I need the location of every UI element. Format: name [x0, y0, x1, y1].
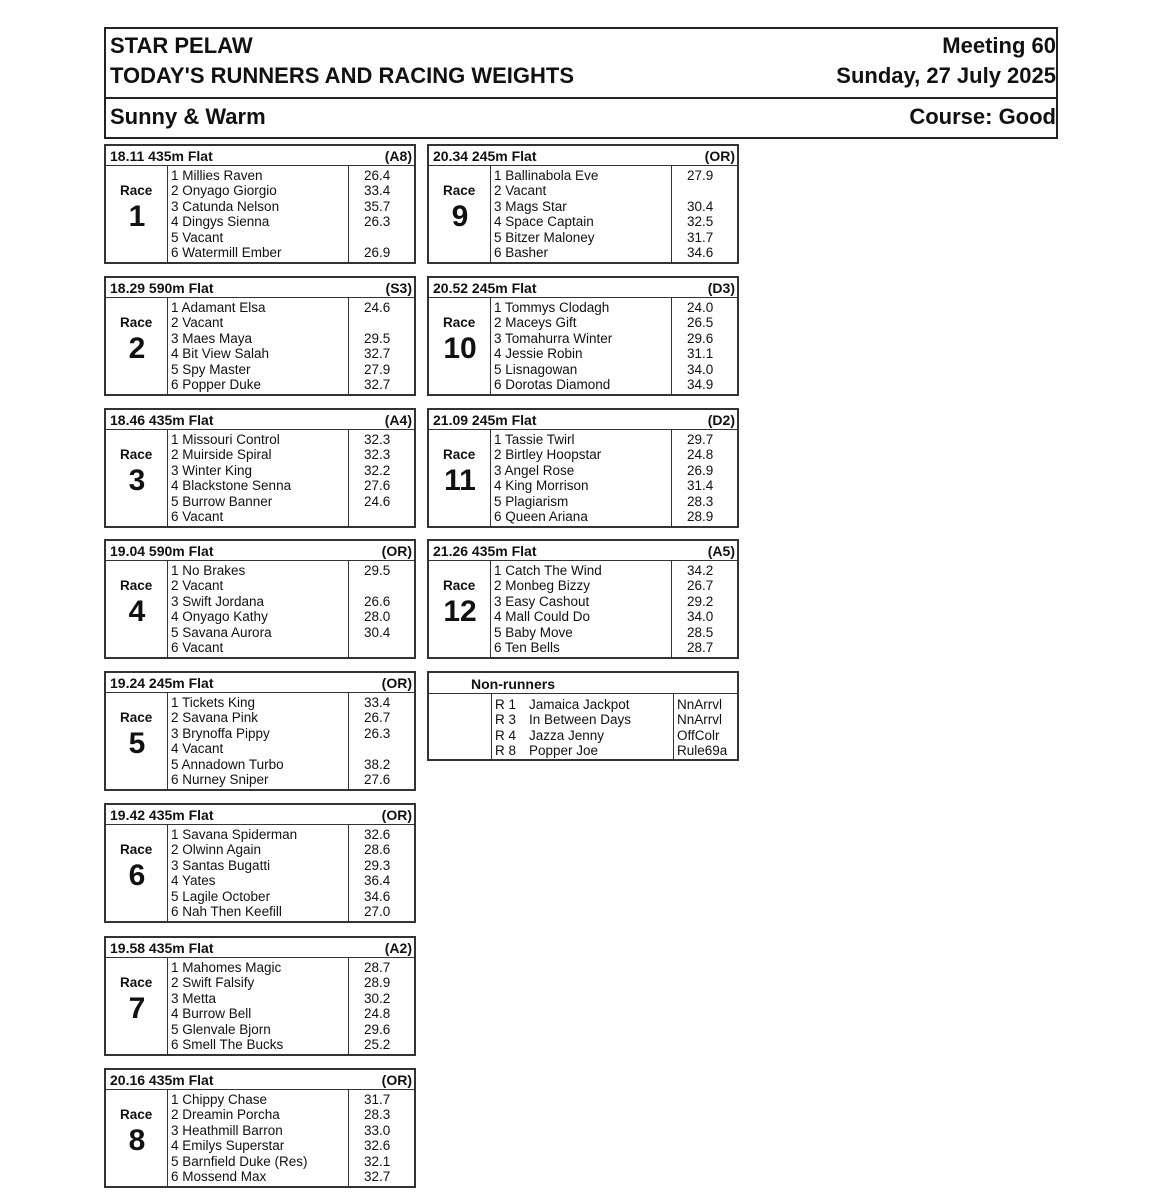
race-grade: (A4) [384, 412, 412, 428]
runner-name: 5 Barnfield Duke (Res) [171, 1153, 308, 1169]
document-subtitle: TODAY'S RUNNERS AND RACING WEIGHTS [110, 63, 575, 88]
race-title: 19.42 435m Flat [110, 807, 214, 823]
runner-weight: 25.2 [364, 1037, 391, 1052]
runner-weight: 27.9 [687, 168, 714, 183]
runner-name: 1 Tickets King [171, 695, 256, 710]
race-grade: (A5) [707, 543, 735, 559]
runner-name: 4 Blackstone Senna [171, 478, 292, 494]
runner-name: 2 Dreamin Porcha [171, 1107, 280, 1123]
runner-weight: 32.7 [364, 1169, 391, 1184]
race-label: Race [443, 183, 476, 198]
runner-weight: 28.5 [687, 624, 714, 640]
runner-name: 4 Emilys Superstar [171, 1138, 285, 1154]
runner-name: 6 Mossend Max [171, 1169, 267, 1184]
runner-weight: 26.3 [364, 725, 391, 741]
race-number: 9 [451, 200, 469, 233]
venue-title: STAR PELAW [110, 33, 253, 58]
runner-weight: 27.6 [364, 772, 391, 787]
runner-weight: 33.4 [364, 695, 391, 710]
race-grade: (S3) [385, 280, 412, 296]
runner-weight: 38.2 [364, 756, 391, 772]
runner-weight: 26.4 [364, 168, 391, 183]
runner-name: 4 Mall Could Do [494, 609, 591, 625]
runner-name: 1 Catch The Wind [494, 563, 602, 578]
runner-name: 2 Maceys Gift [494, 315, 577, 331]
race-title: 18.46 435m Flat [110, 412, 214, 428]
runner-weight: 29.6 [687, 330, 714, 346]
race-card [104, 539, 416, 659]
runner-name: 3 Tomahurra Winter [494, 330, 613, 346]
runner-weight: 29.6 [364, 1021, 391, 1037]
runner-name: 2 Swift Falsify [171, 975, 255, 991]
runner-name: 6 Queen Ariana [494, 509, 588, 524]
runner-weight: 34.6 [364, 888, 391, 904]
race-number: 2 [128, 332, 146, 365]
runner-name: 5 Plagiarism [494, 493, 569, 509]
non-runners-title: Non-runners [471, 676, 555, 692]
runner-name: 4 Onyago Kathy [171, 609, 268, 625]
runner-weight: 29.7 [687, 432, 714, 447]
non-runner-status: NnArrvl [677, 712, 723, 728]
race-card [104, 803, 416, 923]
runner-weight: 34.9 [687, 377, 714, 392]
runner-weight: 29.2 [687, 593, 714, 609]
runner-weight: 32.3 [364, 447, 391, 463]
runner-name: 1 Missouri Control [171, 432, 280, 447]
weather: Sunny & Warm [110, 104, 266, 129]
runner-name: 6 Basher [494, 245, 549, 260]
race-title: 18.11 435m Flat [110, 148, 213, 164]
runner-name: 5 Baby Move [494, 624, 573, 640]
race-card [427, 144, 739, 264]
race-grade: (A2) [384, 940, 412, 956]
runner-weight: 26.5 [687, 315, 714, 331]
race-card [427, 276, 739, 396]
race-card [104, 1068, 416, 1188]
runner-name: 5 Vacant [171, 229, 224, 245]
race-title: 19.24 245m Flat [110, 675, 214, 691]
race-label: Race [120, 183, 153, 198]
race-title: 19.04 590m Flat [110, 543, 214, 559]
race-label: Race [120, 975, 153, 990]
runner-weight: 28.0 [364, 609, 391, 625]
race-card [104, 408, 416, 528]
runner-weight: 32.1 [364, 1153, 391, 1169]
course-going: Course: Good [909, 104, 1056, 129]
race-label: Race [120, 315, 153, 330]
runner-name: 4 Vacant [171, 741, 224, 757]
runner-name: 5 Bitzer Maloney [494, 229, 595, 245]
runner-name: 5 Savana Aurora [171, 624, 272, 640]
race-label: Race [120, 1107, 153, 1122]
non-runner-race: R 1 [495, 697, 517, 712]
runner-name: 3 Brynoffa Pippy [171, 725, 270, 741]
runner-weight: 28.6 [364, 842, 391, 858]
runner-weight: 34.0 [687, 361, 714, 377]
runner-name: 2 Vacant [494, 183, 547, 199]
race-card [427, 539, 739, 659]
runner-name: 3 Santas Bugatti [171, 857, 271, 873]
runner-weight: 28.3 [364, 1107, 391, 1123]
race-number: 12 [443, 595, 477, 628]
race-title: 19.58 435m Flat [110, 940, 214, 956]
runner-name: 4 King Morrison [494, 478, 589, 494]
race-grade: (OR) [381, 1072, 412, 1088]
runner-name: 4 Bit View Salah [171, 346, 270, 362]
non-runner-name: Jazza Jenny [529, 727, 605, 743]
non-runner-status: Rule69a [677, 743, 728, 759]
non-runner-name: Popper Joe [529, 743, 599, 759]
race-label: Race [443, 315, 476, 330]
runner-name: 1 Savana Spiderman [171, 827, 298, 842]
runner-name: 4 Jessie Robin [494, 346, 583, 362]
document-header [104, 27, 1058, 99]
runner-name: 3 Mags Star [494, 198, 567, 214]
runner-weight: 31.7 [687, 229, 714, 245]
runner-name: 5 Spy Master [171, 361, 251, 377]
race-label: Race [443, 578, 476, 593]
runner-name: 1 Mahomes Magic [171, 960, 282, 975]
runner-name: 5 Burrow Banner [171, 493, 273, 509]
runner-name: 1 Tommys Clodagh [494, 300, 610, 315]
runner-name: 1 Ballinabola Eve [494, 168, 599, 183]
runner-name: 2 Monbeg Bizzy [494, 578, 591, 594]
runner-weight: 29.5 [364, 563, 391, 578]
runner-name: 5 Glenvale Bjorn [171, 1021, 271, 1037]
non-runner-race: R 3 [495, 712, 517, 728]
runner-name: 2 Birtley Hoopstar [494, 447, 602, 463]
runner-name: 3 Catunda Nelson [171, 198, 280, 214]
runner-weight: 33.4 [364, 183, 391, 199]
race-title: 21.09 245m Flat [433, 412, 537, 428]
runner-name: 5 Lagile October [171, 888, 271, 904]
runner-weight: 32.7 [364, 377, 391, 392]
race-grade: (OR) [381, 807, 412, 823]
non-runner-name: In Between Days [529, 712, 632, 728]
runner-weight: 35.7 [364, 198, 391, 214]
race-number: 11 [444, 464, 476, 497]
runner-name: 6 Smell The Bucks [171, 1037, 284, 1052]
runner-weight: 32.7 [364, 346, 391, 362]
race-grade: (D3) [707, 280, 735, 296]
race-number: 6 [128, 859, 146, 892]
runner-weight: 30.2 [364, 990, 391, 1006]
race-title: 21.26 435m Flat [433, 543, 537, 559]
race-number: 1 [128, 200, 146, 233]
runner-weight: 27.0 [364, 904, 391, 919]
runner-weight: 32.2 [364, 462, 391, 478]
runner-name: 6 Ten Bells [494, 640, 560, 655]
runner-name: 6 Vacant [171, 640, 224, 655]
race-number: 8 [128, 1124, 146, 1157]
runner-name: 1 Tassie Twirl [494, 432, 575, 447]
runner-weight: 26.3 [364, 214, 391, 230]
runner-name: 4 Dingys Sienna [171, 214, 270, 230]
runner-name: 5 Annadown Turbo [171, 756, 284, 772]
runner-name: 3 Maes Maya [171, 330, 253, 346]
race-title: 20.16 435m Flat [110, 1072, 214, 1088]
runner-name: 1 No Brakes [171, 563, 246, 578]
runner-weight: 32.6 [364, 1138, 391, 1154]
runner-weight: 33.0 [364, 1122, 391, 1138]
runner-weight: 24.8 [687, 447, 714, 463]
runner-weight: 28.9 [364, 975, 391, 991]
race-grade: (OR) [381, 543, 412, 559]
non-runner-race: R 4 [495, 727, 517, 743]
runner-weight: 24.6 [364, 300, 391, 315]
runner-weight: 28.7 [687, 640, 714, 655]
runner-weight: 36.4 [364, 873, 391, 889]
runner-weight: 29.5 [364, 330, 391, 346]
race-number: 4 [128, 595, 146, 628]
race-title: 20.34 245m Flat [433, 148, 537, 164]
runner-weight: 26.7 [364, 710, 391, 726]
race-card [104, 144, 416, 264]
runner-name: 2 Vacant [171, 578, 224, 594]
race-label: Race [443, 447, 476, 462]
race-number: 5 [128, 727, 146, 760]
race-grade: (D2) [707, 412, 735, 428]
race-label: Race [120, 710, 153, 725]
race-number: 3 [128, 464, 146, 497]
runner-weight: 34.2 [687, 563, 714, 578]
runner-name: 3 Heathmill Barron [171, 1122, 283, 1138]
runner-weight: 31.1 [687, 346, 714, 362]
runner-weight: 30.4 [364, 624, 391, 640]
race-number: 10 [443, 332, 477, 365]
race-number: 7 [128, 992, 146, 1025]
runner-weight: 29.3 [364, 857, 391, 873]
race-title: 20.52 245m Flat [433, 280, 537, 296]
runner-name: 3 Swift Jordana [171, 593, 265, 609]
runner-weight: 24.6 [364, 493, 391, 509]
runner-weight: 26.9 [364, 245, 391, 260]
non-runner-status: NnArrvl [677, 697, 723, 712]
runner-name: 6 Dorotas Diamond [494, 377, 611, 392]
runner-weight: 28.7 [364, 960, 391, 975]
conditions-bar [104, 97, 1058, 139]
runner-weight: 30.4 [687, 198, 714, 214]
meeting-number: Meeting 60 [942, 33, 1056, 58]
runner-weight: 34.6 [687, 245, 714, 260]
runner-weight: 26.6 [364, 593, 391, 609]
race-card [104, 276, 416, 396]
runner-name: 6 Watermill Ember [171, 245, 282, 260]
race-card [104, 671, 416, 791]
runner-name: 1 Chippy Chase [171, 1092, 268, 1107]
race-grade: (OR) [381, 675, 412, 691]
runner-name: 4 Space Captain [494, 214, 594, 230]
runner-name: 6 Nurney Sniper [171, 772, 269, 787]
race-title: 18.29 590m Flat [110, 280, 214, 296]
runner-name: 6 Vacant [171, 509, 224, 524]
race-label: Race [120, 447, 153, 462]
runner-name: 2 Olwinn Again [171, 842, 262, 858]
runner-name: 2 Onyago Giorgio [171, 183, 277, 199]
non-runner-status: OffColr [677, 727, 720, 743]
race-label: Race [120, 842, 153, 857]
runner-name: 4 Yates [171, 873, 216, 889]
race-grade: (A8) [384, 148, 412, 164]
runner-weight: 26.9 [687, 462, 714, 478]
runner-weight: 32.6 [364, 827, 391, 842]
runner-name: 1 Millies Raven [171, 168, 263, 183]
runner-weight: 32.3 [364, 432, 391, 447]
runner-weight: 24.0 [687, 300, 714, 315]
runner-name: 6 Popper Duke [171, 377, 262, 392]
runner-name: 3 Metta [171, 990, 217, 1006]
runner-weight: 24.8 [364, 1006, 391, 1022]
runner-name: 6 Nah Then Keefill [171, 904, 282, 919]
runner-weight: 28.3 [687, 493, 714, 509]
runner-name: 2 Savana Pink [171, 710, 259, 726]
race-card [427, 408, 739, 528]
race-grade: (OR) [704, 148, 735, 164]
race-card [104, 936, 416, 1056]
runner-weight: 26.7 [687, 578, 714, 594]
meeting-date: Sunday, 27 July 2025 [836, 63, 1056, 88]
runner-weight: 27.6 [364, 478, 391, 494]
runner-name: 5 Lisnagowan [494, 361, 578, 377]
runner-name: 4 Burrow Bell [171, 1006, 252, 1022]
runner-name: 3 Easy Cashout [494, 593, 590, 609]
runner-weight: 34.0 [687, 609, 714, 625]
non-runner-name: Jamaica Jackpot [529, 697, 630, 712]
runner-weight: 32.5 [687, 214, 714, 230]
runner-weight: 27.9 [364, 361, 391, 377]
runner-name: 2 Muirside Spiral [171, 447, 272, 463]
runner-weight: 31.4 [687, 478, 714, 494]
runner-weight: 28.9 [687, 509, 714, 524]
runner-name: 3 Angel Rose [494, 462, 575, 478]
non-runner-race: R 8 [495, 743, 517, 759]
race-label: Race [120, 578, 153, 593]
runner-name: 3 Winter King [171, 462, 253, 478]
runner-weight: 31.7 [364, 1092, 391, 1107]
runner-name: 2 Vacant [171, 315, 224, 331]
non-runners-box [427, 671, 739, 761]
runner-name: 1 Adamant Elsa [171, 300, 266, 315]
